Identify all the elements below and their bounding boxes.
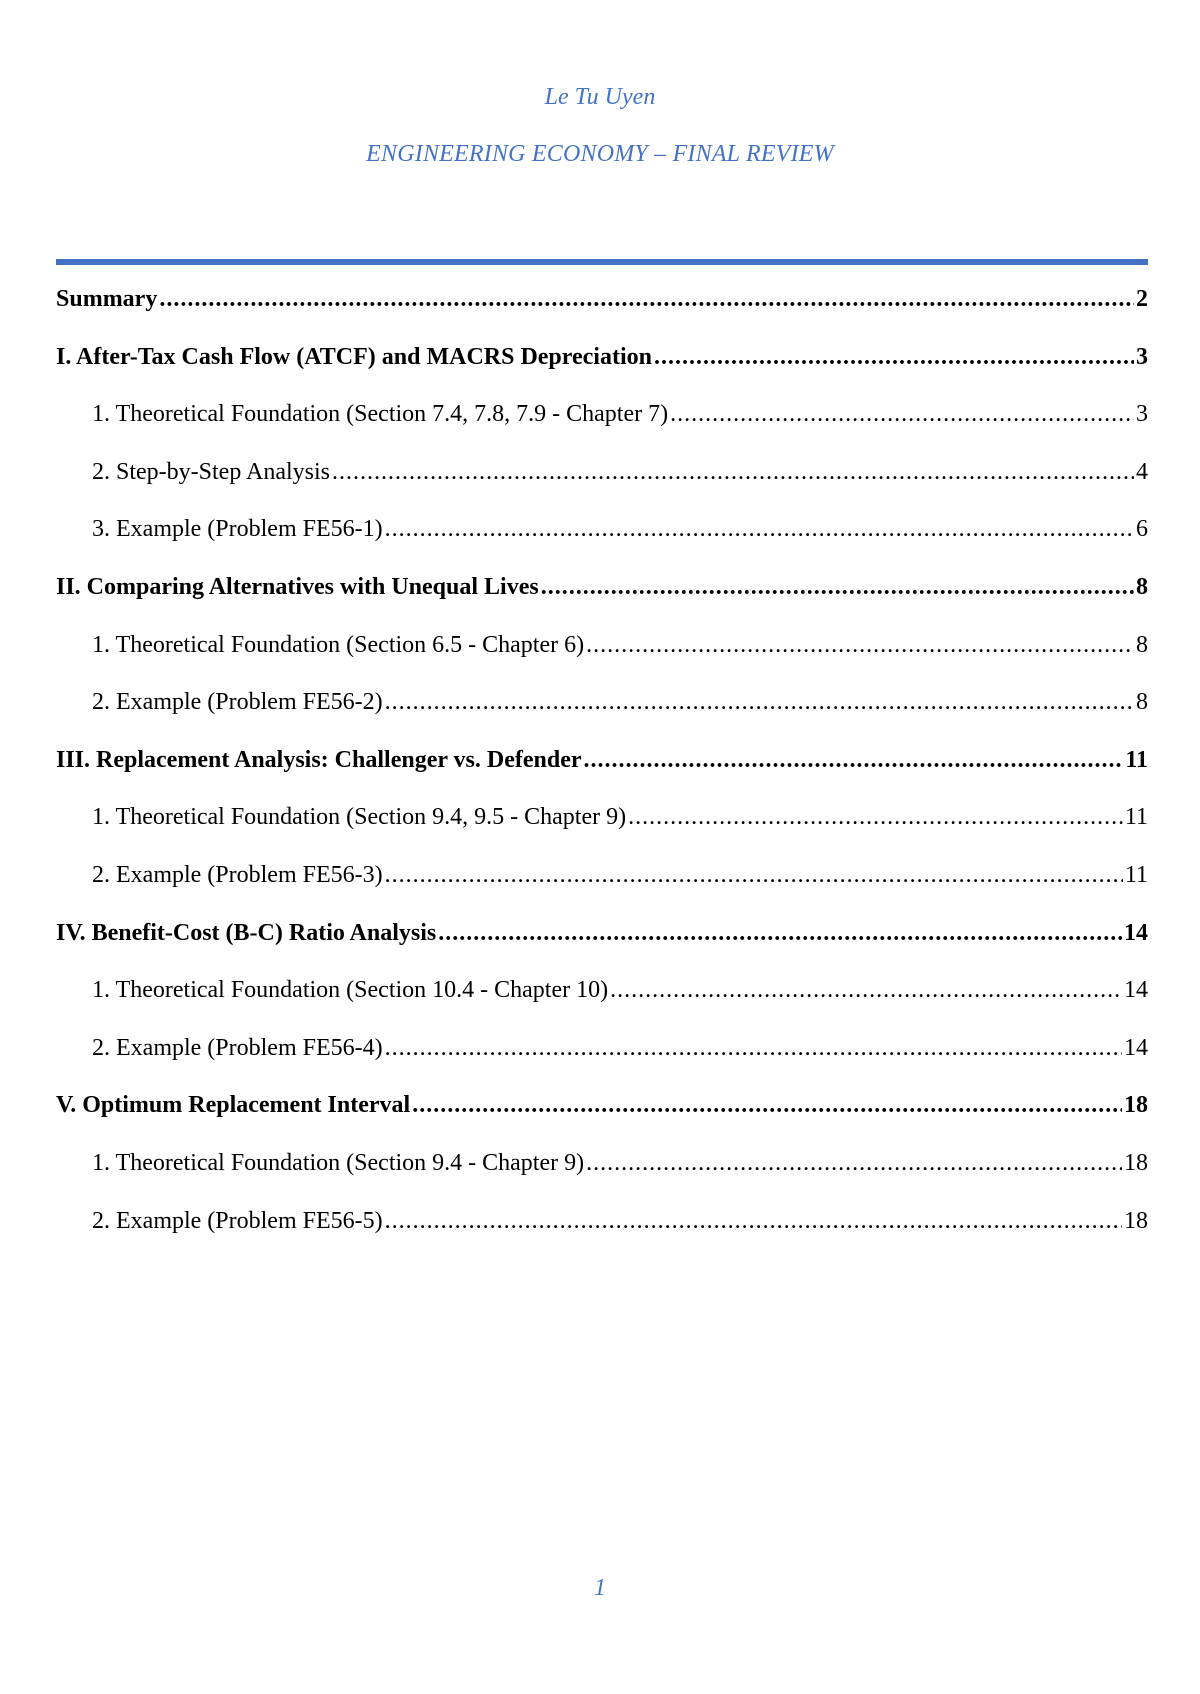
toc-dot-leader [586,617,1134,675]
toc-dot-leader [628,789,1123,847]
toc-subsection-entry[interactable] [56,1193,1148,1251]
toc-subsection-entry[interactable] [56,501,1148,559]
page-number: 1 [594,1575,606,1601]
toc-section-entry[interactable] [56,329,1148,387]
toc-entry-page-number: 18 [1124,1092,1148,1119]
toc-subsection-entry[interactable] [56,444,1148,502]
toc-entry-label: 1. Theoretical Foundation (Section 6.5 - Chapter 6) [92,631,585,658]
toc-subsection-entry[interactable] [56,789,1148,847]
toc-entry-label: III. Replacement Analysis: Challenger vs. Defender [56,746,582,773]
toc-entry-page-number: 8 [1136,573,1148,600]
toc-entry-page-number: 18 [1124,1207,1148,1234]
toc-dot-leader [159,271,1134,329]
toc-dot-leader [385,1020,1122,1078]
toc-entry-label: 1. Theoretical Foundation (Section 10.4 - Chapter 10) [92,977,609,1004]
toc-dot-leader [610,962,1122,1020]
toc-dot-leader [438,905,1122,963]
toc-dot-leader [385,847,1123,905]
toc-entry-label: 2. Step-by-Step Analysis [92,458,330,485]
toc-dot-leader [586,1135,1122,1193]
toc-dot-leader [385,501,1134,559]
toc-entry-label: 2. Example (Problem FE56-2) [92,689,383,716]
toc-entry-page-number: 4 [1136,458,1148,485]
toc-entry-label: 1. Theoretical Foundation (Section 7.4, 7.8, 7.9 - Chapter 7) [92,401,669,428]
toc-dot-leader [385,1193,1122,1251]
toc-entry-label: IV. Benefit-Cost (B-C) Ratio Analysis [56,919,437,946]
document-title: ENGINEERING ECONOMY – FINAL REVIEW [366,141,834,167]
toc-subsection-entry[interactable] [56,1135,1148,1193]
toc-dot-leader [412,1077,1122,1135]
toc-subsection-entry[interactable] [56,962,1148,1020]
toc-dot-leader [670,386,1134,444]
toc-entry-page-number: 14 [1124,919,1148,946]
toc-entry-label: 1. Theoretical Foundation (Section 9.4 - Chapter 9) [92,1149,585,1176]
toc-entry-label: 1. Theoretical Foundation (Section 9.4, 9.5 - Chapter 9) [92,804,627,831]
toc-entry-label: Summary [56,286,158,312]
toc-entry-label: 3. Example (Problem FE56-1) [92,516,383,543]
toc-section-entry[interactable] [56,271,1148,329]
toc-entry-label: 2. Example (Problem FE56-4) [92,1034,383,1061]
toc-entry-page-number: 6 [1136,516,1148,543]
toc-entry-label: II. Comparing Alternatives with Unequal Lives [56,573,539,600]
toc-section-entry[interactable] [56,559,1148,617]
toc-dot-leader [385,674,1134,732]
toc-entry-page-number: 3 [1136,401,1148,428]
author-name: Le Tu Uyen [544,84,656,110]
toc-entry-label: 2. Example (Problem FE56-5) [92,1207,383,1234]
header-divider [56,259,1148,265]
toc-entry-page-number: 14 [1124,977,1148,1004]
toc-subsection-entry[interactable] [56,674,1148,732]
toc-entry-page-number: 2 [1136,286,1148,312]
toc-entry-label: I. After-Tax Cash Flow (ATCF) and MACRS Depreciation [56,343,652,370]
toc-entry-page-number: 3 [1136,343,1148,370]
toc-entry-page-number: 14 [1124,1034,1148,1061]
toc-subsection-entry[interactable] [56,847,1148,905]
toc-subsection-entry[interactable] [56,617,1148,675]
toc-entry-label: 2. Example (Problem FE56-3) [92,861,383,888]
toc-entry-page-number: 18 [1124,1149,1148,1176]
toc-subsection-entry[interactable] [56,1020,1148,1078]
toc-entry-page-number: 11 [1124,804,1148,831]
toc-dot-leader [541,559,1134,617]
toc-section-entry[interactable] [56,905,1148,963]
toc-section-entry[interactable] [56,732,1148,790]
toc-subsection-entry[interactable] [56,386,1148,444]
toc-entry-page-number: 8 [1136,689,1148,716]
toc-entry-page-number: 11 [1124,861,1148,888]
toc-section-entry[interactable] [56,1077,1148,1135]
toc-dot-leader [584,732,1124,790]
table-of-contents [56,271,1148,1250]
toc-entry-page-number: 11 [1125,746,1148,773]
toc-dot-leader [654,329,1134,387]
toc-dot-leader [332,444,1134,502]
toc-entry-page-number: 8 [1136,631,1148,658]
toc-entry-label: V. Optimum Replacement Interval [56,1092,411,1119]
